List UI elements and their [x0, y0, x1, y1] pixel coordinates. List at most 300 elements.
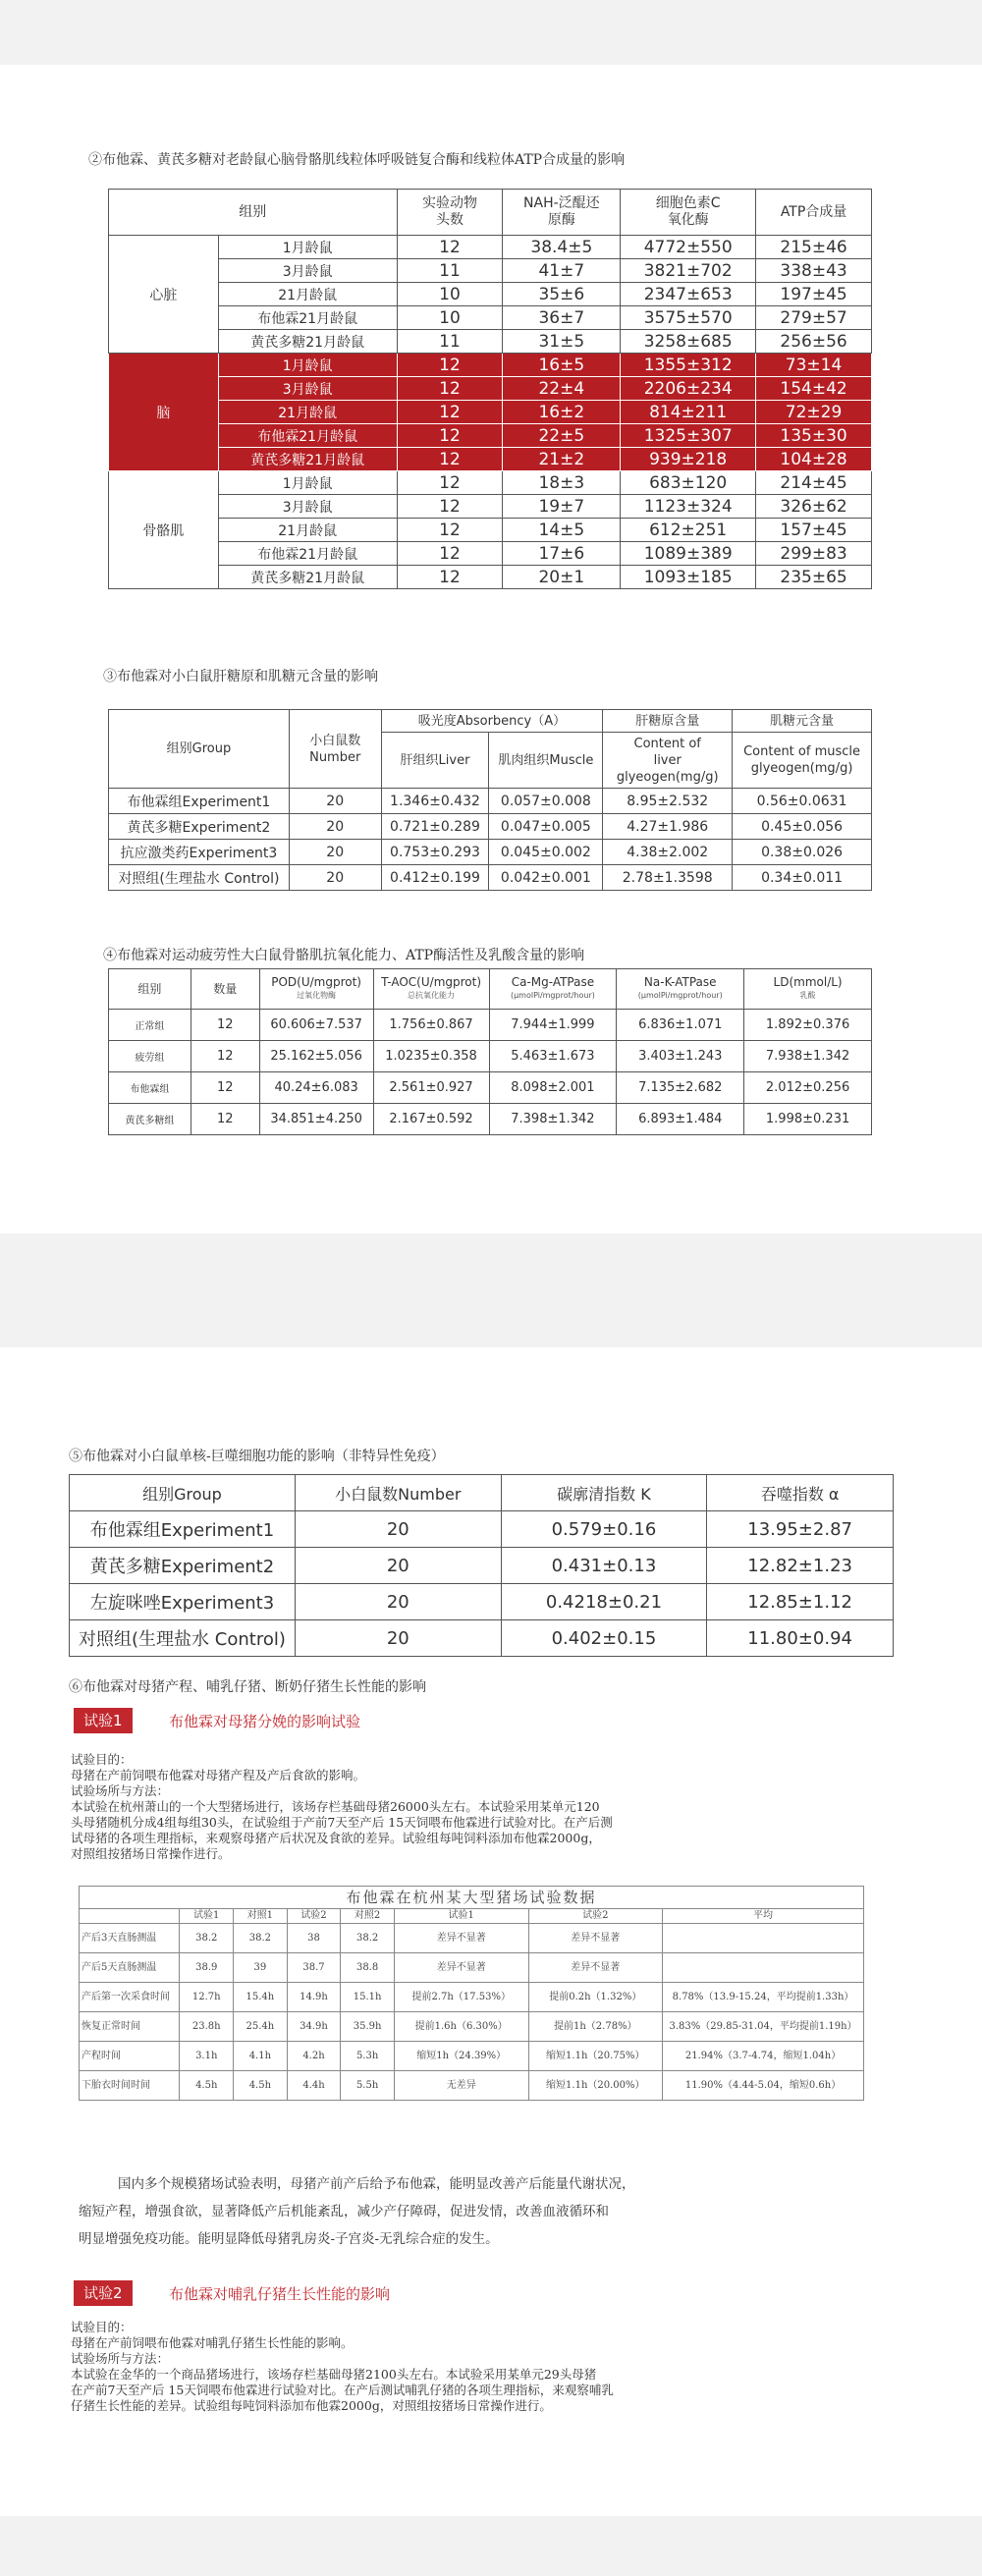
col-header-muscle-glycogen: Content of muscle glyeogen(mg/g) [733, 733, 872, 789]
col-header-main: T-AOC(U/mgprot) [381, 975, 482, 989]
col-header [191, 969, 259, 1010]
table-row [70, 1548, 894, 1584]
table-cell: 326±62 [756, 495, 872, 519]
table-cell: 12 [397, 448, 503, 471]
table-cell: 11 [397, 330, 503, 354]
col-header-number: 小白鼠数Number [295, 1475, 501, 1511]
table-cell: 12 [191, 1104, 259, 1135]
table-cell: 22±5 [503, 424, 621, 448]
table-cell [663, 1953, 864, 1983]
col-header-sub: (μmolPi/mgprot/hour) [510, 991, 595, 1000]
table-cell: 产程时间 [80, 2042, 180, 2071]
table-cell: 0.057±0.008 [489, 789, 603, 814]
table-cell: 8.95±2.532 [603, 789, 733, 814]
table-cell: 3.1h [180, 2042, 234, 2071]
text-line: 试验场所与方法： [71, 2351, 170, 2366]
table-cell: 12.7h [180, 1983, 234, 2012]
col-header-sub: 总抗氧化能力 [408, 991, 456, 1000]
table-cell: 0.047±0.005 [489, 814, 603, 840]
macrophage-table [69, 1474, 894, 1657]
table-cell: 0.56±0.0631 [733, 789, 872, 814]
table-cell: 8.098±2.001 [489, 1072, 617, 1104]
farm-table-caption: 布他霖在杭州某大型猪场试验数据 [80, 1887, 864, 1909]
text-line: 试验场所与方法： [71, 1783, 170, 1798]
col-header-main: 组别 [137, 982, 162, 996]
table-cell: 抗应激类药Experiment3 [109, 840, 290, 865]
table-cell: 恢复正常时间 [80, 2012, 180, 2042]
table-cell: 黄芪多糖21月龄鼠 [218, 566, 397, 589]
table-cell: 215±46 [756, 236, 872, 259]
table-row [80, 1953, 864, 1983]
table-cell: 1月龄鼠 [218, 471, 397, 495]
col-header [744, 969, 872, 1010]
text-line: 头母猪随机分成4组每组30头，在试验组于产前7天至产后 15天饲喂布他霖进行试验对比。在产后测 [71, 1815, 613, 1830]
col-header [259, 969, 373, 1010]
table-cell: 17±6 [503, 542, 621, 566]
table-row [109, 1041, 872, 1072]
table-cell: 正常组 [109, 1010, 191, 1041]
col-header-group: 组别Group [109, 710, 290, 789]
experiment1-text [71, 1752, 613, 1862]
table-cell: 提前2.7h（17.53%） [394, 1983, 528, 2012]
table-row [109, 377, 872, 401]
table-cell: 差异不显著 [394, 1924, 528, 1953]
col-header-number: 小白鼠数 Number [289, 710, 381, 789]
col-header [109, 969, 191, 1010]
table-cell: 0.412±0.199 [381, 865, 489, 891]
col-header-phagocytic-index: 吞噬指数 α [707, 1475, 894, 1511]
glycogen-table [108, 709, 872, 891]
table-cell: 2347±653 [621, 283, 756, 306]
paragraph-line: 明显增强免疫功能。能明显降低母猪乳房炎-子宫炎-无乳综合症的发生。 [79, 2231, 499, 2247]
table-row [109, 1104, 872, 1135]
col-header-liver-glycogen: Content of liver glyeogen(mg/g) [603, 733, 733, 789]
report-panel-1 [0, 65, 982, 1233]
table-row [80, 2071, 864, 2101]
table-cell [663, 1924, 864, 1953]
col-header-sub: 过氧化物酶 [297, 991, 337, 1000]
col-header-absorbency: 吸光度Absorbency（A） [381, 710, 603, 733]
table-cell: 25.4h [234, 2012, 288, 2042]
table-cell: 1.998±0.231 [744, 1104, 872, 1135]
table-cell: 3月龄鼠 [218, 259, 397, 283]
table-cell: 3821±702 [621, 259, 756, 283]
table-cell: 10 [397, 306, 503, 330]
group-name-cell: 脑 [109, 354, 219, 471]
table-header-row [109, 710, 872, 733]
table-cell: 差异不显著 [394, 1953, 528, 1983]
col-header-liver: 肝组织Liver [381, 733, 489, 789]
table-cell: 12 [397, 401, 503, 424]
table-row [109, 306, 872, 330]
table-cell: 15.1h [341, 1983, 395, 2012]
table-cell: 黄芪多糖组 [109, 1104, 191, 1135]
table-cell: 20 [295, 1548, 501, 1584]
table-cell: 产后5天直肠测温 [80, 1953, 180, 1983]
table-row [109, 401, 872, 424]
table-row [109, 283, 872, 306]
table-cell: 7.135±2.682 [617, 1072, 744, 1104]
table-cell: 279±57 [756, 306, 872, 330]
table-cell: 3月龄鼠 [218, 495, 397, 519]
table-cell: 21月龄鼠 [218, 401, 397, 424]
mitochondria-table [108, 189, 872, 589]
table-cell: 对照组(生理盐水 Control) [70, 1620, 296, 1657]
table-row [70, 1584, 894, 1620]
table-cell: 6.893±1.484 [617, 1104, 744, 1135]
table-cell: 939±218 [621, 448, 756, 471]
table-row [109, 471, 872, 495]
table-cell: 2.78±1.3598 [603, 865, 733, 891]
table-cell: 197±45 [756, 283, 872, 306]
table-cell: 6.836±1.071 [617, 1010, 744, 1041]
table-cell: 12 [397, 471, 503, 495]
table-cell: 提前0.2h（1.32%） [528, 1983, 663, 2012]
table-cell: 18±3 [503, 471, 621, 495]
table-cell: 4.2h [287, 2042, 341, 2071]
experiment2-title: 布他霖对哺乳仔猪生长性能的影响 [169, 2285, 391, 2303]
table-cell: 612±251 [621, 519, 756, 542]
table-cell: 12 [191, 1041, 259, 1072]
table-cell: 10 [397, 283, 503, 306]
table-row [109, 448, 872, 471]
table-cell: 12 [191, 1010, 259, 1041]
table-cell: 缩短1h（24.39%） [394, 2042, 528, 2071]
table-row [109, 330, 872, 354]
col-header-group: 组别 [109, 190, 398, 236]
table-cell: 布他霖组Experiment1 [109, 789, 290, 814]
table-cell: 14.9h [287, 1983, 341, 2012]
col-header-animals: 实验动物 头数 [397, 190, 503, 236]
table-cell: 黄芪多糖21月龄鼠 [218, 330, 397, 354]
table-cell: 73±14 [756, 354, 872, 377]
table-cell: 0.045±0.002 [489, 840, 603, 865]
table-cell: 3.83%（29.85-31.04，平均提前1.19h） [663, 2012, 864, 2042]
table-cell: 21月龄鼠 [218, 283, 397, 306]
table-cell: 20 [295, 1620, 501, 1657]
table-cell: 2206±234 [621, 377, 756, 401]
table-cell: 3月龄鼠 [218, 377, 397, 401]
table-row [109, 236, 872, 259]
table-cell: 3.403±1.243 [617, 1041, 744, 1072]
table-cell: 38.7 [287, 1953, 341, 1983]
table-cell: 12 [397, 424, 503, 448]
table-cell: 1.346±0.432 [381, 789, 489, 814]
table-cell: 19±7 [503, 495, 621, 519]
table-cell: 60.606±7.537 [259, 1010, 373, 1041]
table-row [109, 542, 872, 566]
table-cell: 4.5h [234, 2071, 288, 2101]
table-cell: 布他霖21月龄鼠 [218, 306, 397, 330]
table-cell: 0.042±0.001 [489, 865, 603, 891]
table-cell: 2.012±0.256 [744, 1072, 872, 1104]
table-cell: 7.398±1.342 [489, 1104, 617, 1135]
col-header-liver-glycogen-title: 肝糖原含量 [603, 710, 733, 733]
table-row [80, 1924, 864, 1953]
table-cell: 299±83 [756, 542, 872, 566]
table-cell: 1月龄鼠 [218, 354, 397, 377]
col-header: 试验2 [287, 1909, 341, 1924]
table-cell: 1093±185 [621, 566, 756, 589]
farm-trial-table [79, 1886, 864, 2101]
table-cell: 20±1 [503, 566, 621, 589]
experiment1-title: 布他霖对母猪分娩的影响试验 [169, 1713, 361, 1730]
col-header-nah: NAH-泛醌还 原酶 [503, 190, 621, 236]
group-name-cell: 骨骼肌 [109, 471, 219, 589]
col-header [80, 1909, 180, 1924]
col-header-main: Na-K-ATPase [643, 975, 717, 989]
table-header-row [109, 969, 872, 1010]
table-cell: 38.2 [180, 1924, 234, 1953]
table-cell: 21月龄鼠 [218, 519, 397, 542]
table-row [109, 865, 872, 891]
table-cell: 13.95±2.87 [707, 1511, 894, 1548]
table-cell: 20 [289, 865, 381, 891]
table-row [109, 840, 872, 865]
col-header-muscle: 肌肉组织Muscle [489, 733, 603, 789]
text-line: 仔猪生长性能的差异。试验组每吨饲料添加布他霖2000g，对照组按猪场日常操作进行。 [71, 2398, 552, 2413]
table-row [109, 1072, 872, 1104]
table-cell: 235±65 [756, 566, 872, 589]
col-header: 试验2 [528, 1909, 663, 1924]
col-header-main: 数量 [213, 982, 238, 996]
table-cell: 4772±550 [621, 236, 756, 259]
col-header: 平均 [663, 1909, 864, 1924]
report-panel-2 [0, 1347, 982, 2516]
table-cell: 12.85±1.12 [707, 1584, 894, 1620]
table-cell: 0.45±0.056 [733, 814, 872, 840]
table-cell: 38.2 [234, 1924, 288, 1953]
table-cell: 256±56 [756, 330, 872, 354]
table-cell: 157±45 [756, 519, 872, 542]
table-cell: 31±5 [503, 330, 621, 354]
paragraph-line: 缩短产程，增强食欲，显著降低产后机能紊乱，减少产仔障碍，促进发情，改善血液循环和 [79, 2204, 609, 2220]
table-row [109, 495, 872, 519]
table-cell: 11.80±0.94 [707, 1620, 894, 1657]
farm-table-header-row [80, 1909, 864, 1924]
table-cell: 683±120 [621, 471, 756, 495]
table-cell: 1089±389 [621, 542, 756, 566]
table-cell: 12 [397, 354, 503, 377]
table-cell: 338±43 [756, 259, 872, 283]
table-cell: 4.38±2.002 [603, 840, 733, 865]
table-row [80, 1983, 864, 2012]
table-cell: 布他霖组 [109, 1072, 191, 1104]
table-cell: 7.944±1.999 [489, 1010, 617, 1041]
table-cell: 72±29 [756, 401, 872, 424]
table-cell: 21±2 [503, 448, 621, 471]
table-cell: 0.4218±0.21 [501, 1584, 707, 1620]
table-cell: 38.4±5 [503, 236, 621, 259]
table-row [70, 1620, 894, 1657]
table-cell: 11.90%（4.44-5.04，缩短0.6h） [663, 2071, 864, 2101]
table-cell: 差异不显著 [528, 1953, 663, 1983]
table-row [109, 789, 872, 814]
table-cell: 39 [234, 1953, 288, 1983]
table-cell: 4.27±1.986 [603, 814, 733, 840]
table-cell: 布他霖21月龄鼠 [218, 542, 397, 566]
col-header [373, 969, 489, 1010]
col-header [617, 969, 744, 1010]
table-row [109, 1010, 872, 1041]
table-cell: 产后3天直肠测温 [80, 1924, 180, 1953]
table-cell: 20 [289, 840, 381, 865]
table-cell: 34.851±4.250 [259, 1104, 373, 1135]
table-cell: 1.0235±0.358 [373, 1041, 489, 1072]
col-header-cytochrome: 细胞色素C 氧化酶 [621, 190, 756, 236]
col-header-carbon-clearance: 碳廓清指数 K [501, 1475, 707, 1511]
table-cell: 25.162±5.056 [259, 1041, 373, 1072]
table-cell: 4.4h [287, 2071, 341, 2101]
col-header-sub: (μmolPi/mgprot/hour) [637, 991, 723, 1000]
table-cell: 22±4 [503, 377, 621, 401]
table-cell: 2.561±0.927 [373, 1072, 489, 1104]
table-row [80, 2012, 864, 2042]
paragraph-line: 国内多个规模猪场试验表明，母猪产前产后给予布他霖，能明显改善产后能量代谢状况， [118, 2176, 635, 2192]
table-cell: 产后第一次采食时间 [80, 1983, 180, 2012]
section2-title: ②布他霖、黄芪多糖对老龄鼠心脑骨骼肌线粒体呼吸链复合酶和线粒体ATP合成量的影响 [88, 152, 626, 168]
table-cell: 5.3h [341, 2042, 395, 2071]
table-cell: 疲劳组 [109, 1041, 191, 1072]
text-line: 试母猪的各项生理指标，来观察母猪产后状况及食欲的差异。试验组每吨饲料添加布他霖2000g， [71, 1831, 601, 1845]
table-cell: 7.938±1.342 [744, 1041, 872, 1072]
table-cell: 0.34±0.011 [733, 865, 872, 891]
table-cell: 23.8h [180, 2012, 234, 2042]
table-cell: 2.167±0.592 [373, 1104, 489, 1135]
table-cell: 4.5h [180, 2071, 234, 2101]
table-cell: 无差异 [394, 2071, 528, 2101]
text-line: 试验目的： [71, 1752, 133, 1767]
table-cell: 38.8 [341, 1953, 395, 1983]
table-cell: 12 [397, 542, 503, 566]
table-cell: 38 [287, 1924, 341, 1953]
table-cell: 12.82±1.23 [707, 1548, 894, 1584]
experiment1-badge: 试验1 [74, 1708, 133, 1733]
table-cell: 下胎衣时间时间 [80, 2071, 180, 2101]
col-header-group: 组别Group [70, 1475, 296, 1511]
table-cell: 20 [295, 1511, 501, 1548]
table-cell: 12 [191, 1072, 259, 1104]
col-header-main: Ca-Mg-ATPase [511, 975, 595, 989]
table-cell: 11 [397, 259, 503, 283]
table-cell: 黄芪多糖Experiment2 [109, 814, 290, 840]
col-header: 对照1 [234, 1909, 288, 1924]
table-cell: 154±42 [756, 377, 872, 401]
table-cell: 34.9h [287, 2012, 341, 2042]
experiment2-text [71, 2320, 614, 2414]
table-cell: 缩短1.1h（20.00%） [528, 2071, 663, 2101]
table-cell: 1.756±0.867 [373, 1010, 489, 1041]
table-cell: 814±211 [621, 401, 756, 424]
table-cell: 16±2 [503, 401, 621, 424]
table-row [109, 566, 872, 589]
col-header-main: LD(mmol/L) [773, 975, 843, 989]
farm-table-caption-row [80, 1887, 864, 1909]
table-cell: 36±7 [503, 306, 621, 330]
text-line: 母猪在产前饲喂布他霖对哺乳仔猪生长性能的影响。 [71, 2335, 354, 2350]
table-cell: 12 [397, 519, 503, 542]
col-header-atp: ATP合成量 [756, 190, 872, 236]
text-line: 试验目的： [71, 2320, 133, 2334]
table-cell: 1.892±0.376 [744, 1010, 872, 1041]
table-cell: 20 [289, 814, 381, 840]
table-cell: 12 [397, 377, 503, 401]
table-cell: 12 [397, 236, 503, 259]
col-header: 试验1 [180, 1909, 234, 1924]
table-cell: 15.4h [234, 1983, 288, 2012]
table-header-row [109, 190, 872, 236]
table-cell: 0.753±0.293 [381, 840, 489, 865]
table-cell: 21.94%（3.7-4.74，缩短1.04h） [663, 2042, 864, 2071]
table-cell: 对照组(生理盐水 Control) [109, 865, 290, 891]
table-cell: 16±5 [503, 354, 621, 377]
section4-title: ④布他霖对运动疲劳性大白鼠骨骼肌抗氧化能力、ATP酶活性及乳酸含量的影响 [103, 948, 585, 963]
table-cell: 1355±312 [621, 354, 756, 377]
text-line: 母猪在产前饲喂布他霖对母猪产程及产后食欲的影响。 [71, 1768, 366, 1782]
table-cell: 214±45 [756, 471, 872, 495]
table-cell: 4.1h [234, 2042, 288, 2071]
table-cell: 12 [397, 566, 503, 589]
table-cell: 20 [295, 1584, 501, 1620]
table-cell: 5.5h [341, 2071, 395, 2101]
table-cell: 12 [397, 495, 503, 519]
fatigue-table [108, 968, 872, 1135]
table-cell: 布他霖21月龄鼠 [218, 424, 397, 448]
table-cell: 135±30 [756, 424, 872, 448]
experiment2-badge: 试验2 [74, 2280, 133, 2306]
table-cell: 0.402±0.15 [501, 1620, 707, 1657]
col-header-muscle-glycogen-title: 肌糖元含量 [733, 710, 872, 733]
table-row [80, 2042, 864, 2071]
section6-title: ⑥布他霖对母猪产程、哺乳仔猪、断奶仔猪生长性能的影响 [69, 1679, 426, 1695]
col-header: 对照2 [341, 1909, 395, 1924]
group-name-cell: 心脏 [109, 236, 219, 354]
table-row [109, 519, 872, 542]
table-cell: 布他霖组Experiment1 [70, 1511, 296, 1548]
col-header [489, 969, 617, 1010]
table-cell: 3575±570 [621, 306, 756, 330]
section5-title: ⑤布他霖对小白鼠单核-巨噬细胞功能的影响（非特异性免疫） [69, 1449, 445, 1464]
text-line: 本试验在杭州萧山的一个大型猪场进行，该场存栏基础母猪26000头左右。本试验采用某单元120 [71, 1799, 600, 1814]
table-cell: 40.24±6.083 [259, 1072, 373, 1104]
col-header-sub: 乳酸 [799, 991, 816, 1000]
table-row [109, 259, 872, 283]
table-cell: 1325±307 [621, 424, 756, 448]
table-cell: 0.431±0.13 [501, 1548, 707, 1584]
table-cell: 38.9 [180, 1953, 234, 1983]
table-cell: 0.721±0.289 [381, 814, 489, 840]
table-cell: 提前1h（2.78%） [528, 2012, 663, 2042]
table-cell: 差异不显著 [528, 1924, 663, 1953]
table-row [109, 814, 872, 840]
section3-title: ③布他霖对小白鼠肝糖原和肌糖元含量的影响 [103, 669, 378, 685]
table-header-row [70, 1475, 894, 1511]
col-header: 试验1 [394, 1909, 528, 1924]
table-cell: 41±7 [503, 259, 621, 283]
table-row [109, 424, 872, 448]
table-cell: 黄芪多糖Experiment2 [70, 1548, 296, 1584]
table-cell: 0.38±0.026 [733, 840, 872, 865]
table-cell: 1月龄鼠 [218, 236, 397, 259]
text-line: 在产前7天至产后 15天饲喂布他霖进行试验对比。在产后测试哺乳仔猪的各项生理指标，来观察哺乳 [71, 2383, 614, 2397]
table-cell: 14±5 [503, 519, 621, 542]
table-cell: 左旋咪唑Experiment3 [70, 1584, 296, 1620]
table-cell: 5.463±1.673 [489, 1041, 617, 1072]
table-cell: 黄芪多糖21月龄鼠 [218, 448, 397, 471]
col-header-main: POD(U/mgprot) [271, 975, 361, 989]
table-cell: 8.78%（13.9-15.24，平均提前1.33h） [663, 1983, 864, 2012]
table-row [70, 1511, 894, 1548]
